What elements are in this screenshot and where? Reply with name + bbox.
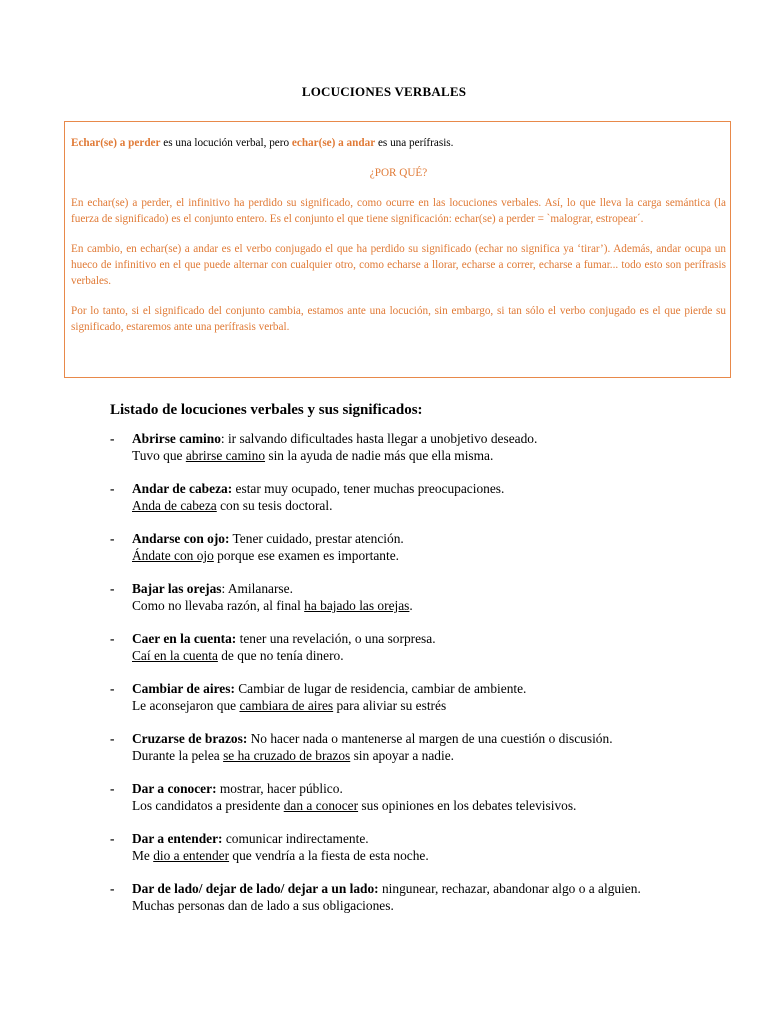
intro-text: es una perífrasis. <box>375 137 454 149</box>
box-paragraph: En cambio, en echar(se) a andar es el verbo conjugado el que ha perdido su significado (echar no significa ya ‘tirar’). Además, andar ocupa un hueco de infinitivo en el que puede alternar con cualquier otro, como echarse a llorar, echarse a correr, echarse a fumar... todo esto son perífrasis verbales. <box>71 243 726 287</box>
list-item: - Dar de lado/ dejar de lado/ dejar a un lado: ningunear, rechazar, abandonar algo o a alguien. Muchas personas dan de lado a sus obligaciones. <box>110 881 641 913</box>
intro-text: es una locución verbal, pero <box>160 137 292 149</box>
example-text: de que no tenía dinero. <box>217 648 344 663</box>
example-locution: Ándate con ojo <box>132 548 214 563</box>
example-text: sus opiniones en los debates televisivos. <box>358 798 577 813</box>
list-item: - Caer en la cuenta: tener una revelación, o una sorpresa. Caí en la cuenta de que no tenía dinero. <box>110 631 436 663</box>
term: Caer en la cuenta: <box>132 631 237 646</box>
box-paragraph: Por lo tanto, si el significado del conjunto cambia, estamos ante una locución, sin embargo, si tan sólo el verbo conjugado es el que pierde su significado, estaremos ante una perífrasis verbal. <box>71 305 726 333</box>
definition: Tener cuidado, prestar atención. <box>229 531 404 546</box>
term: Cambiar de aires: <box>132 681 235 696</box>
term: Dar a entender: <box>132 831 223 846</box>
page-title: LOCUCIONES VERBALES <box>301 84 467 99</box>
definition: ningunear, rechazar, abandonar algo o a alguien. <box>378 881 641 896</box>
term: Dar a conocer: <box>132 781 217 796</box>
locutions-list <box>110 430 670 930</box>
example-text: Le aconsejaron que <box>132 698 240 713</box>
example-text: porque ese examen es importante. <box>213 548 399 563</box>
example-text: sin apoyar a nadie. <box>350 748 454 763</box>
definition: Cambiar de lugar de residencia, cambiar de ambiente. <box>234 681 527 696</box>
list-item: - Andarse con ojo: Tener cuidado, prestar atención. Ándate con ojo porque ese examen es importante. <box>110 531 404 563</box>
term: Andar de cabeza: <box>132 481 233 496</box>
definition: estar muy ocupado, tener muchas preocupaciones. <box>232 481 505 496</box>
example-text: Como no llevaba razón, al final <box>132 598 305 613</box>
definition: mostrar, hacer público. <box>216 781 343 796</box>
term-highlight: echar(se) a andar <box>291 137 376 149</box>
list-item: - Cambiar de aires: Cambiar de lugar de residencia, cambiar de ambiente. Le aconsejaron que cambiara de aires para aliviar su estrés <box>110 681 527 713</box>
example-locution: dan a conocer <box>283 798 359 813</box>
example-text: sin la ayuda de nadie más que ella misma. <box>265 448 494 463</box>
definition: tener una revelación, o una sorpresa. <box>236 631 436 646</box>
example-text: . <box>409 598 413 613</box>
box-question: ¿POR QUÉ? <box>369 167 428 179</box>
term: Cruzarse de brazos: <box>132 731 248 746</box>
example-text: con su tesis doctoral. <box>216 498 333 513</box>
term: Dar de lado/ dejar de lado/ dejar a un lado: <box>132 881 379 896</box>
example-locution: dio a entender <box>153 848 230 863</box>
example-text: Muchas personas dan de lado a sus obligaciones. <box>132 898 394 913</box>
list-item: - Bajar las orejas: Amilanarse. Como no llevaba razón, al final ha bajado las orejas. <box>110 581 413 613</box>
explanation-box <box>64 121 731 378</box>
example-locution: ha bajado las orejas <box>304 598 410 613</box>
list-item: - Cruzarse de brazos: No hacer nada o mantenerse al margen de una cuestión o discusión. Durante la pelea se ha cruzado de brazos sin apoyar a nadie. <box>110 731 613 763</box>
definition: comunicar indirectamente. <box>222 831 369 846</box>
example-locution: abrirse camino <box>185 448 266 463</box>
list-item: - Dar a entender: comunicar indirectamente. Me dio a entender que vendría a la fiesta de esta noche. <box>110 831 429 863</box>
example-locution: cambiara de aires <box>239 698 334 713</box>
example-text: que vendría a la fiesta de esta noche. <box>229 848 429 863</box>
example-text: Durante la pelea <box>132 748 224 763</box>
example-text: Me <box>132 848 154 863</box>
definition: : ir salvando dificultades hasta llegar a unobjetivo deseado. <box>220 431 538 446</box>
list-item: - Andar de cabeza: estar muy ocupado, tener muchas preocupaciones. Anda de cabeza con su tesis doctoral. <box>110 481 505 513</box>
term: Andarse con ojo: <box>132 531 230 546</box>
example-text: Tuvo que <box>132 448 186 463</box>
example-locution: se ha cruzado de brazos <box>223 748 351 763</box>
list-item: - Dar a conocer: mostrar, hacer público. Los candidatos a presidente dan a conocer sus opiniones en los debates televisivos. <box>110 781 577 813</box>
box-paragraph: En echar(se) a perder, el infinitivo ha perdido su significado, como ocurre en las locuciones verbales. Así, lo que lleva la carga semántica (la fuerza de significado) es el conjunto entero. Es el conjunto el que tiene significación: echar(se) a perder = `malograr, estropear´. <box>71 197 726 225</box>
example-text: Los candidatos a presidente <box>132 798 284 813</box>
term: Abrirse camino <box>132 431 221 446</box>
example-locution: Caí en la cuenta <box>132 648 218 663</box>
list-item: - Abrirse camino: ir salvando dificultades hasta llegar a unobjetivo deseado. Tuvo que abrirse camino sin la ayuda de nadie más que ella misma. <box>110 431 538 463</box>
example-locution: Anda de cabeza <box>132 498 217 513</box>
term: Bajar las orejas <box>132 581 222 596</box>
term-highlight: Echar(se) a perder <box>71 137 161 149</box>
box-intro <box>71 135 726 151</box>
definition: No hacer nada o mantenerse al margen de una cuestión o discusión. <box>247 731 613 746</box>
example-text: para aliviar su estrés <box>333 698 447 713</box>
definition: : Amilanarse. <box>221 581 293 596</box>
list-title: Listado de locuciones verbales y sus significados: <box>110 402 423 418</box>
